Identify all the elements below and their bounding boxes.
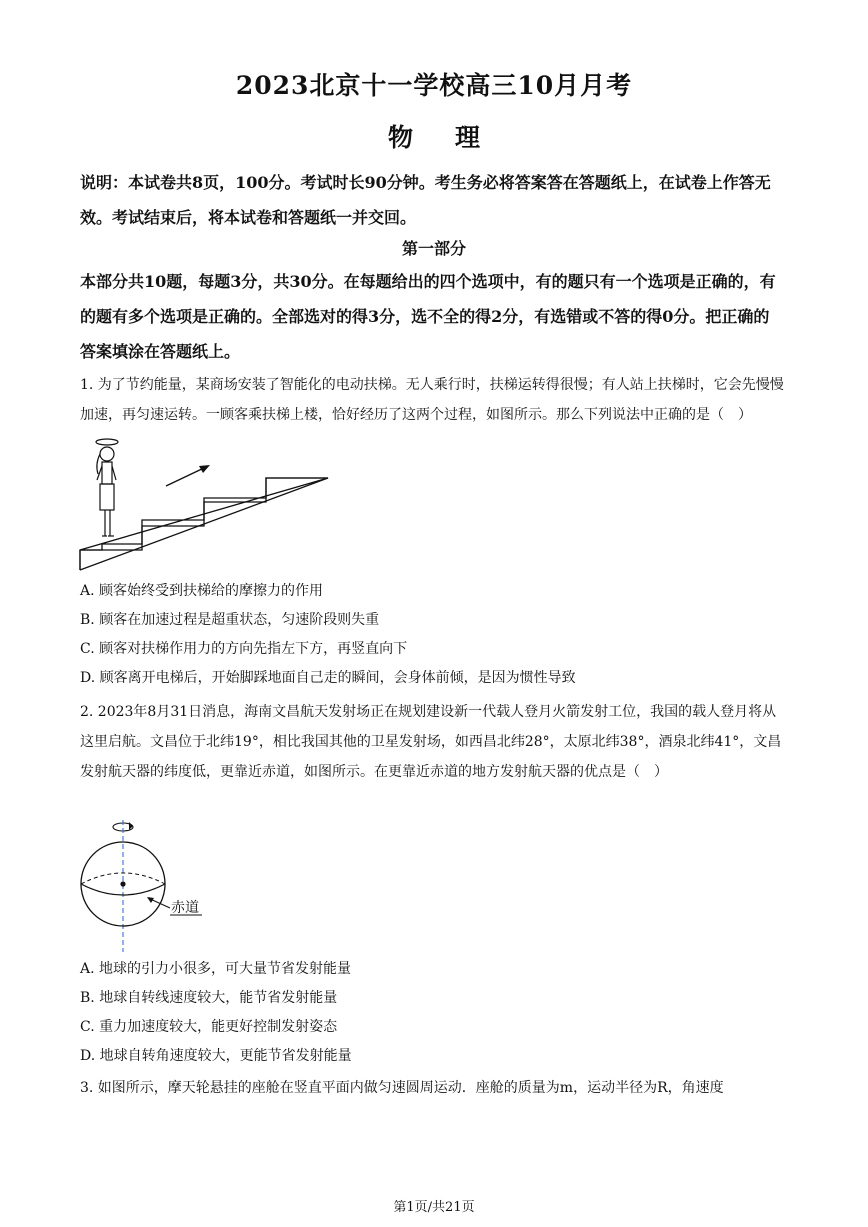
question-2-stem: 2. 2023年8月31日消息，海南文昌航天发射场正在规划建设新一代载人登月火箭发射工位，我国的载人登月将从这里启航。文昌位于北纬19°，相比我国其他的卫星发射场，如西昌北纬28°，太原北纬38°，酒泉北纬41°，文昌发射航天器的纬度低，更靠近赤道，如图所示。在更靠近赤道的地方发射航天器的优点是（ ） [80,704,782,780]
question-1-stem: 1. 为了节约能量，某商场安装了智能化的电动扶梯。无人乘行时，扶梯运转得很慢；有人站上扶梯时，它会先慢慢加速，再匀速运转。一顾客乘扶梯上楼，恰好经历了这两个过程，如图所示。那么下列说法中正确的是（ ） [80,377,784,423]
question-2-option-a: A. 地球的引力小很多，可大量节省发射能量 [80,961,352,977]
question-2-option-d: D. 地球自转角速度较大，更能节省发射能量 [80,1048,352,1064]
section-title: 第一部分 [401,239,466,258]
question-1-option-d: D. 顾客离开电梯后，开始脚踩地面自己走的瞬间，会身体前倾，是因为惯性导致 [80,670,576,686]
question-2-option-c: C. 重力加速度较大，能更好控制发射姿态 [80,1019,338,1035]
person-icon [96,439,118,536]
exam-title: 2023北京十一学校高三10月月考 [235,71,633,100]
equator-label: 赤道 [171,900,199,916]
question-1-option-a: A. 顾客始终受到扶梯给的摩擦力的作用 [80,583,324,599]
earth-figure [78,818,218,954]
question-3-stem: 3. 如图所示，摩天轮悬挂的座舱在竖直平面内做匀速圆周运动．座舱的质量为m，运动半径为R，角速度 [80,1080,724,1096]
instructions: 说明：本试卷共8页，100分。考试时长90分钟。考生务必将答案答在答题纸上，在试卷上作答无效。考试结束后，将本试卷和答题纸一并交回。 [80,173,771,227]
question-1-option-b: B. 顾客在加速过程是超重状态，匀速阶段则失重 [80,612,380,628]
question-2-option-b: B. 地球自转线速度较大，能节省发射能量 [80,990,338,1006]
escalator-figure [78,434,338,572]
question-1-option-c: C. 顾客对扶梯作用力的方向先指左下方，再竖直向下 [80,641,408,657]
section-intro: 本部分共10题，每题3分，共30分。在每题给出的四个选项中，有的题只有一个选项是正确的，有的题有多个选项是正确的。全部选对的得3分，选不全的得2分，有选错或不答的得0分。把正确的答案填涂在答题纸上。 [80,272,776,361]
subject-title: 物理 [387,123,522,152]
page-footer: 第1页/共21页 [393,1200,475,1215]
